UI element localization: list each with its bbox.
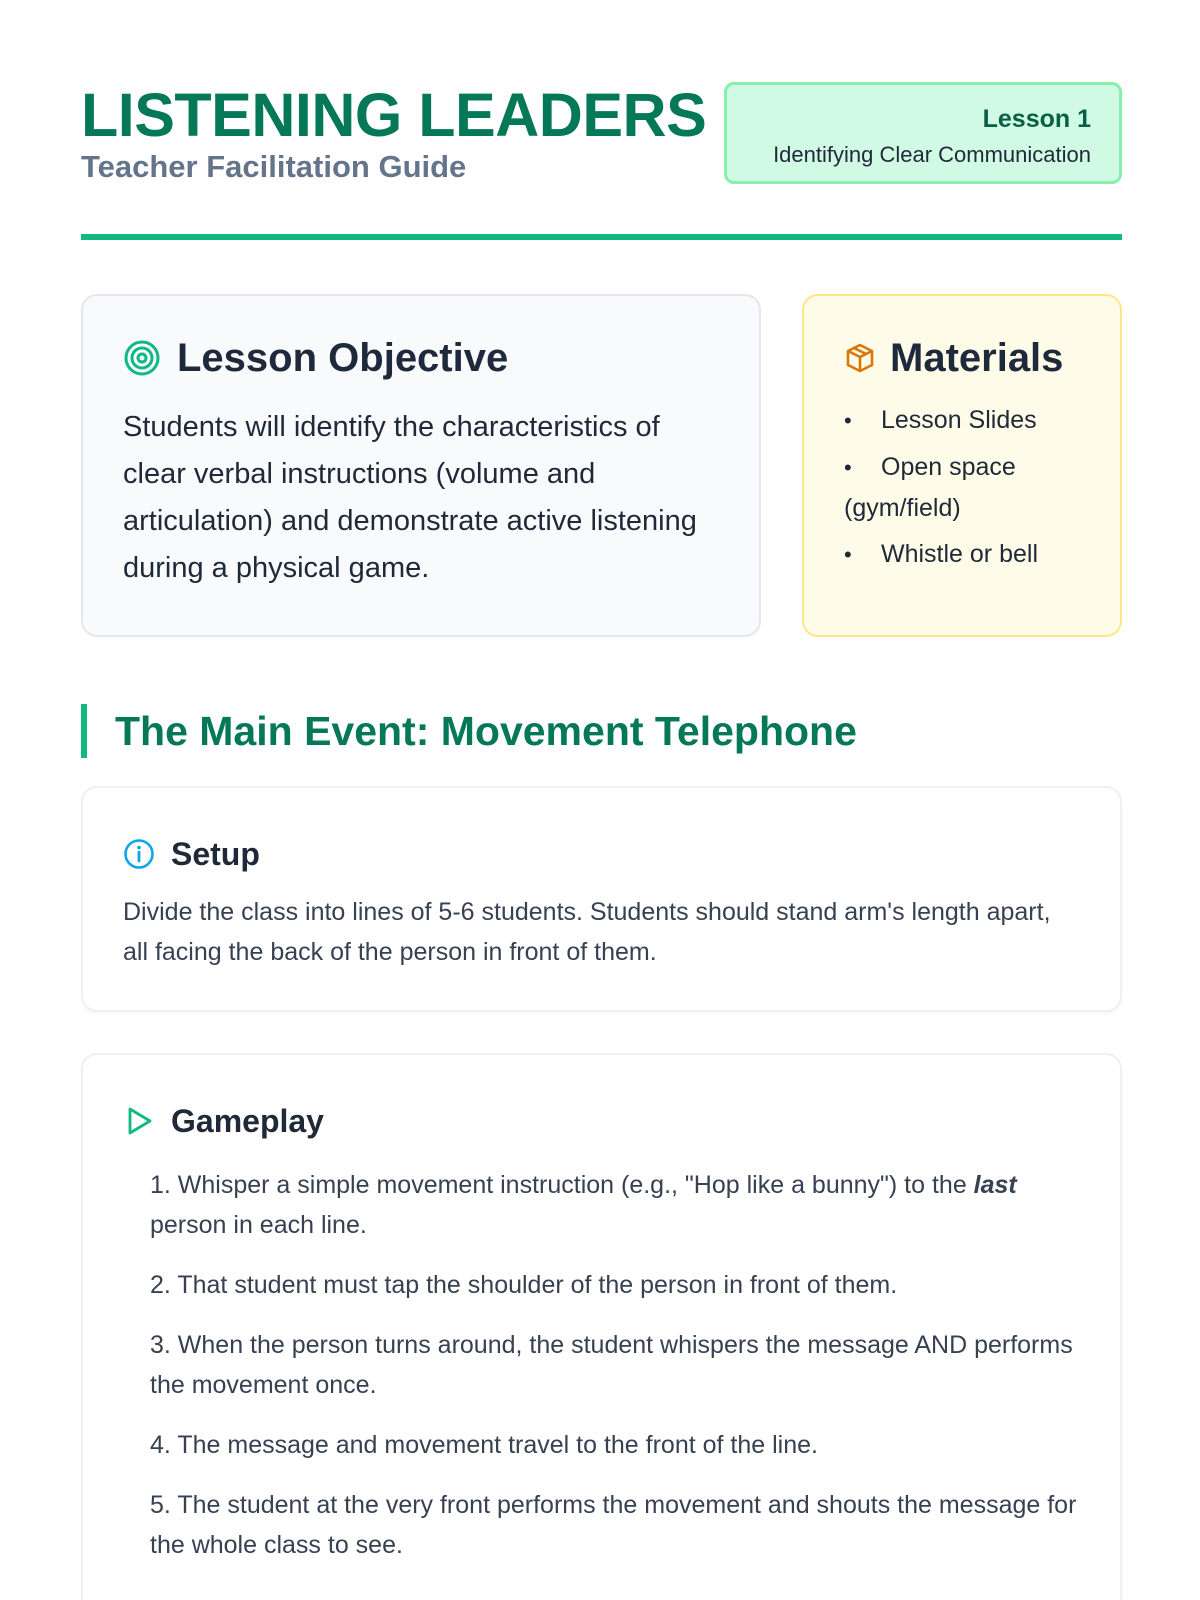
target-icon [123,339,161,377]
materials-item: • Whistle or bell [844,534,1096,575]
step-text: person in each line. [150,1211,367,1239]
gameplay-step: 4. The message and movement travel to the front of the line. [150,1431,818,1459]
materials-list [844,400,1096,575]
header-divider [81,234,1122,240]
header [81,82,1122,192]
gameplay-step: 3. When the person turns around, the student whispers the message AND performs the movement once. [150,1331,1073,1399]
gameplay-steps [123,1165,1080,1565]
box-icon [844,342,876,374]
lesson-badge [724,82,1122,184]
gameplay-step: 5. The student at the very front performs the movement and shouts the message for the whole class to see. [150,1491,1077,1559]
step-text: 1. Whisper a simple movement instruction (e.g., "Hop like a bunny") to the [150,1171,974,1199]
gameplay-step: 2. That student must tap the shoulder of the person in front of them. [150,1271,898,1299]
lesson-number: Lesson 1 [982,105,1091,133]
step-emphasis: last [973,1171,1017,1199]
info-icon [123,838,155,870]
materials-card [802,294,1122,637]
lesson-title: Identifying Clear Communication [773,142,1091,167]
gameplay-step [150,1165,1080,1245]
materials-heading: Materials [890,336,1064,380]
gameplay-heading: Gameplay [171,1103,324,1139]
objective-text: Students will identify the characteristics of clear verbal instructions (volume and articulation) and demonstrate active listening during a physical game. [123,411,697,584]
setup-card [81,786,1122,1012]
objective-card [81,294,761,637]
main-event-heading: The Main Event: Movement Telephone [115,708,857,754]
materials-item: • Open space (gym/field) [844,447,1096,528]
setup-text: Divide the class into lines of 5-6 students. Students should stand arm's length apart, all facing the back of the person in front of them. [123,898,1051,966]
objective-heading: Lesson Objective [177,336,509,380]
page-subtitle: Teacher Facilitation Guide [81,149,467,184]
materials-item: • Lesson Slides [844,400,1096,441]
page-title: LISTENING LEADERS [81,81,707,149]
setup-heading: Setup [171,836,260,872]
gameplay-card [81,1053,1122,1600]
play-icon [123,1105,155,1137]
main-event-heading-block [81,704,857,758]
